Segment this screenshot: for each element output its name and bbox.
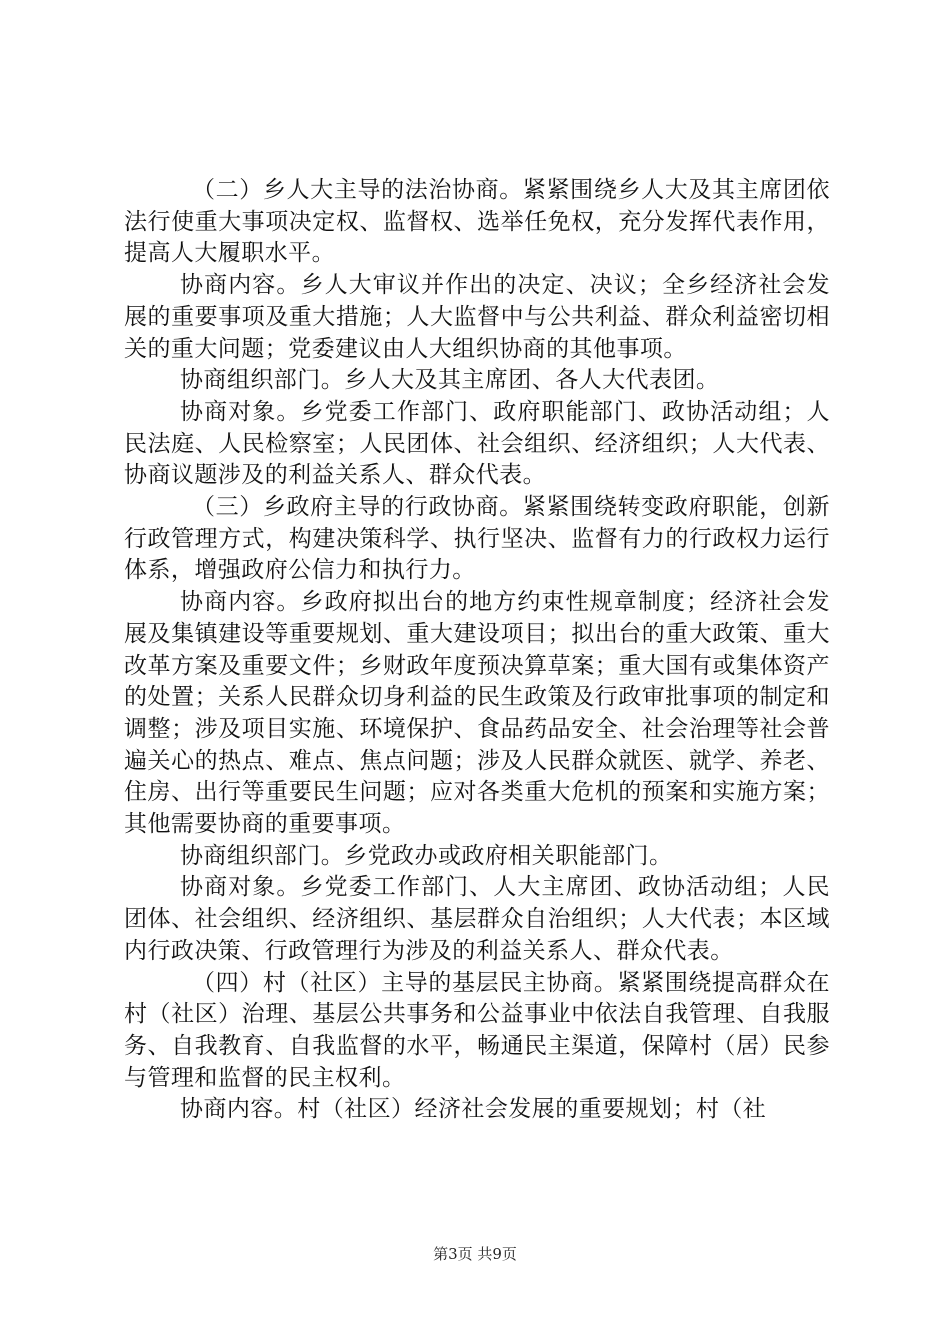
section-two-content-paragraph: 协商内容。乡人大审议并作出的决定、决议；全乡经济社会发展的重要事项及重大措施；人大监督中与公共利益、群众利益密切相关的重大问题；党委建议由人大组织协商的其他事项。 [124,272,830,362]
section-four-content-paragraph: 协商内容。村（社区）经济社会发展的重要规划；村（社 [180,1096,767,1123]
section-four-heading-paragraph: （四）村（社区）主导的基层民主协商。紧紧围绕提高群众在村（社区）治理、基层公共事务和公益事业中依法自我管理、自我服务、自我教育、自我监督的水平，畅通民主渠道，保障村（居）民参与管理和监督的民主权利。 [124,969,830,1091]
section-two-organizer-paragraph: 协商组织部门。乡人大及其主席团、各人大代表团。 [180,367,720,394]
section-three-heading-paragraph: （三）乡政府主导的行政协商。紧紧围绕转变政府职能，创新行政管理方式，构建决策科学、执行坚决、监督有力的行政权力运行体系，增强政府公信力和执行力。 [124,494,830,584]
document-body [124,175,830,1126]
section-two-participants-paragraph: 协商对象。乡党委工作部门、政府职能部门、政协活动组；人民法庭、人民检察室；人民团体、社会组织、经济组织；人大代表、协商议题涉及的利益关系人、群众代表。 [124,398,830,489]
section-three-organizer-paragraph: 协商组织部门。乡党政办或政府相关职能部门。 [180,842,673,869]
section-three-participants-paragraph: 协商对象。乡党委工作部门、人大主席团、政协活动组；人民团体、社会组织、经济组织、基层群众自治组织；人大代表；本区域内行政决策、行政管理行为涉及的利益关系人、群众代表。 [124,874,830,964]
section-three-content-paragraph: 协商内容。乡政府拟出台的地方约束性规章制度；经济社会发展及集镇建设等重要规划、重大建设项目；拟出台的重大政策、重大改革方案及重要文件；乡财政年度预决算草案；重大国有或集体资产的处置；关系人民群众切身利益的民生政策及行政审批事项的制定和调整；涉及项目实施、环境保护、食品药品安全、社会治理等社会普遍关心的热点、难点、焦点问题；涉及人民群众就医、就学、养老、住房、出行等重要民生问题；应对各类重大危机的预案和实施方案；其他需要协商的重要事项。 [124,589,830,838]
section-two-heading-paragraph: （二）乡人大主导的法治协商。紧紧围绕乡人大及其主席团依法行使重大事项决定权、监督权、选举任免权，充分发挥代表作用，提高人大履职水平。 [124,177,830,267]
page-number-footer: 第3页 共9页 [433,1245,517,1263]
